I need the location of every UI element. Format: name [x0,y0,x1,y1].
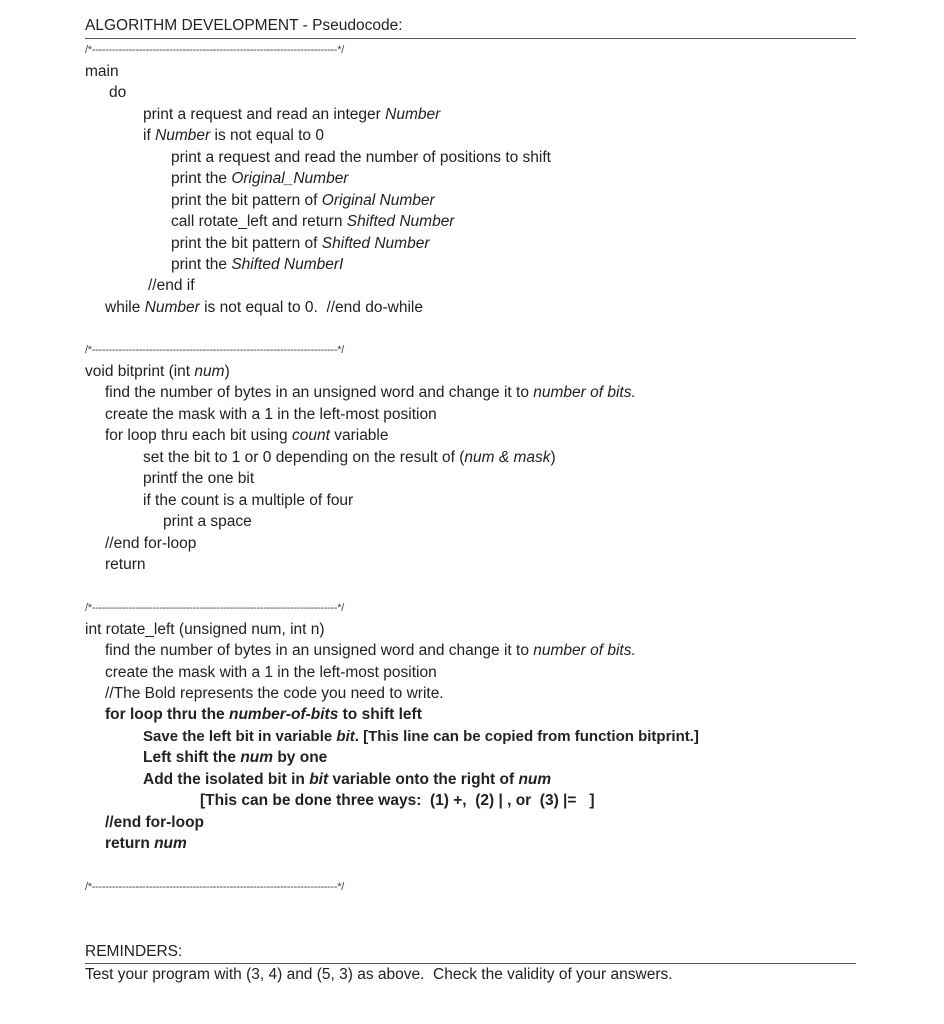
rotate-line-end-for: //end for-loop [105,814,205,831]
bitprint-line-end-for: //end for-loop [105,535,197,552]
main-header: main [85,63,119,80]
bitprint-signature: void bitprint (int num) [85,363,230,380]
page-heading: ALGORITHM DEVELOPMENT - Pseudocode: [85,17,403,34]
main-line-read-number: print a request and read an integer Number [143,106,441,123]
rotate-line-left-shift: Left shift the num by one [143,749,328,766]
rotate-line-three-ways: [This can be done three ways: (1) +, (2) | , or (3) |= ] [200,792,595,809]
main-line-call-rotate: call rotate_left and return Shifted Number [171,213,455,230]
rotate-line-mask: create the mask with a 1 in the left-most position [105,664,437,681]
reminders-rule [85,963,856,964]
bitprint-line-for: for loop thru each bit using count variable [105,427,389,444]
rotate-line-bold-note: //The Bold represents the code you need to write. [105,685,444,702]
main-line-bit-original: print the bit pattern of Original Number [171,192,435,209]
separator-comment: /*-------------------------------------------------------------------------*/ [85,881,344,893]
main-line-bit-shifted: print the bit pattern of Shifted Number [171,235,430,252]
bitprint-line-return: return [105,556,146,573]
bitprint-line-mask: create the mask with a 1 in the left-most position [105,406,437,423]
rotate-line-save-bit: Save the left bit in variable bit. [This line can be copied from function bitprint.] [143,728,699,745]
reminders-title: REMINDERS: [85,943,183,960]
rotate-line-for: for loop thru the number-of-bits to shift left [105,706,422,723]
main-line-print-original: print the Original_Number [171,170,349,187]
main-line-read-shift: print a request and read the number of positions to shift [171,149,551,166]
bitprint-line-if-four: if the count is a multiple of four [143,492,354,509]
separator-comment: /*-------------------------------------------------------------------------*/ [85,344,344,356]
rotate-line-add-bit: Add the isolated bit in bit variable onto the right of num [143,771,552,788]
reminders-text: Test your program with (3, 4) and (5, 3) as above. Check the validity of your answers. [85,966,673,983]
bitprint-line-space: print a space [163,513,252,530]
separator-comment: /*-------------------------------------------------------------------------*/ [85,44,344,56]
rotate-line-return: return num [105,835,187,852]
main-line-while: while Number is not equal to 0. //end do-while [105,299,423,316]
rotate-line-bytes: find the number of bytes in an unsigned word and change it to number of bits. [105,642,636,659]
do-keyword: do [109,84,127,101]
main-line-end-if: //end if [148,277,195,294]
bitprint-line-setbit: set the bit to 1 or 0 depending on the result of (num & mask) [143,449,556,466]
rotate-signature: int rotate_left (unsigned num, int n) [85,621,325,638]
main-line-if: if Number is not equal to 0 [143,127,324,144]
separator-comment: /*-------------------------------------------------------------------------*/ [85,602,344,614]
bitprint-line-printf: printf the one bit [143,470,255,487]
main-line-print-shifted: print the Shifted NumberI [171,256,344,273]
bitprint-line-bytes: find the number of bytes in an unsigned word and change it to number of bits. [105,384,636,401]
heading-rule [85,38,856,39]
